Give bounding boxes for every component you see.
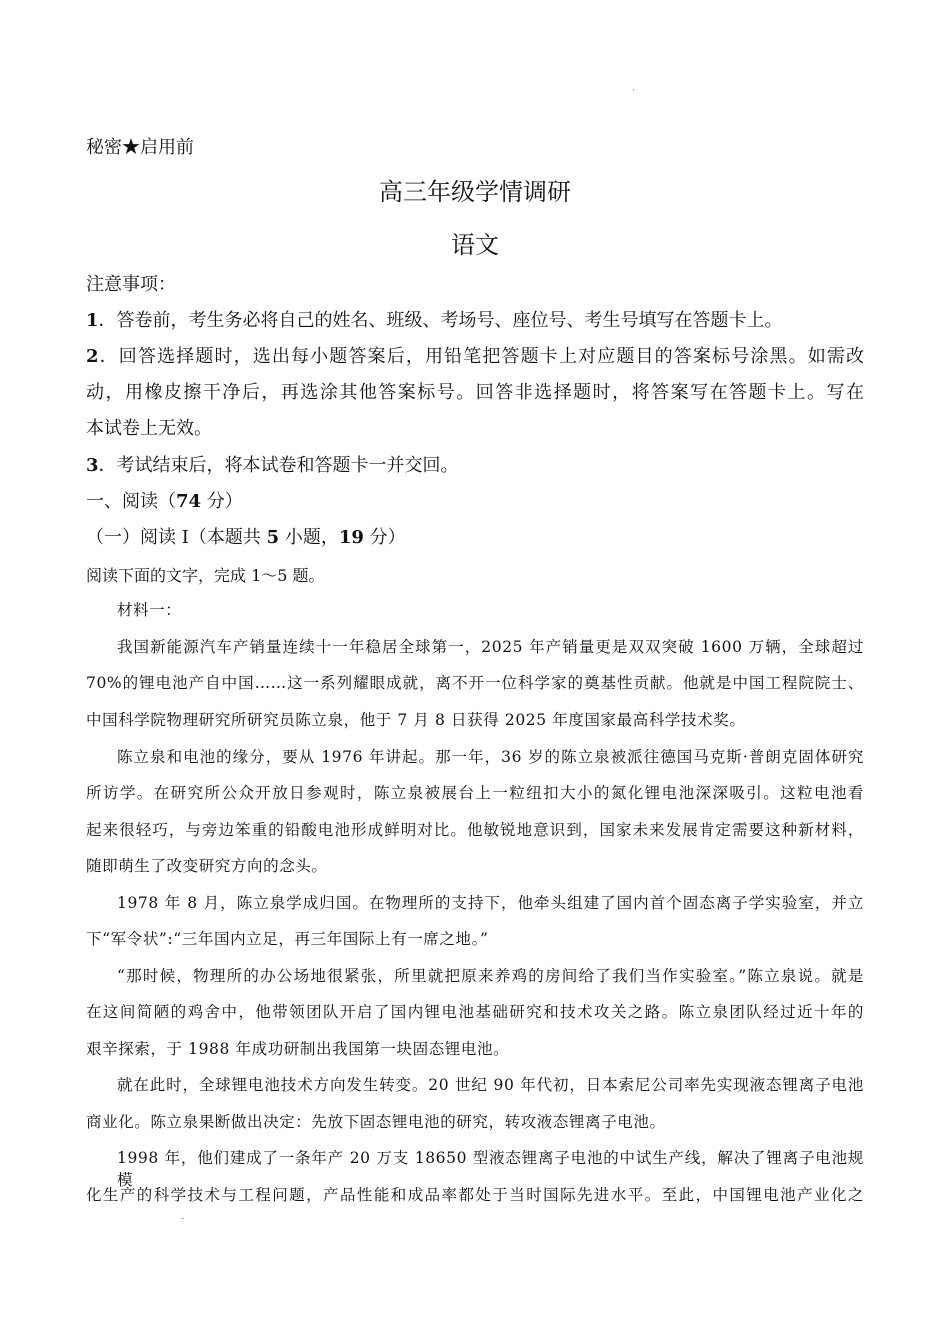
- subsection-title-text: （一）阅读 I（本题共: [86, 527, 267, 548]
- subsection-title: [86, 523, 864, 549]
- reading-instruction: 阅读下面的文字，完成 1～5 题。: [86, 566, 325, 585]
- material-line: 就在此时，全球锂电池技术方向发生转变。20 世纪 90 年代初，日本索尼公司率先实现液态锂离子电池: [117, 1076, 864, 1094]
- material-line: “那时候，物理所的办公场地很紧张，所里就把原来养鸡的房间给了我们当作实验室。”陈立泉说。就是: [117, 967, 864, 985]
- note-item-2-line-1: [86, 342, 864, 368]
- material-line: 我国新能源汽车产销量连续十一年稳居全球第一，2025 年产销量更是双双突破 1600 万辆，全球超过: [117, 638, 864, 656]
- material-line: 1978 年 8 月，陈立泉学成归国。在物理所的支持下，他牵头组建了国内首个固态离子学实验室，并立: [117, 894, 864, 912]
- note-item-2-line-3: 本试卷上无效。: [86, 418, 212, 439]
- subsection-score: 19: [338, 527, 364, 548]
- scan-dot-bottom: -: [181, 1214, 185, 1224]
- subsection-count: 5: [266, 527, 280, 548]
- material-line: 中国科学院物理研究所研究员陈立泉，他于 7 月 8 日获得 2025 年度国家最高科学技术奖。: [86, 711, 746, 729]
- material-line: 艰辛探索，于 1988 年成功研制出我国第一块固态锂电池。: [86, 1040, 510, 1058]
- section-title-text: 一、阅读（: [86, 491, 176, 512]
- material-line: 在这间简陋的鸡舍中，他带领团队开启了国内锂电池基础研究和技术攻关之路。陈立泉团队经过近十年的: [86, 1003, 864, 1021]
- material-line: 起来很轻巧，与旁边笨重的铅酸电池形成鲜明对比。他敏锐地意识到，国家未来发展肯定需要这种新材料，: [86, 821, 864, 839]
- note-item-3: [86, 451, 864, 477]
- notes-heading: 注意事项：: [86, 274, 176, 295]
- material-line: 化生产的科学技术与工程问题，产品性能和成品率都处于当时国际先进水平。至此，中国锂电池产业化之: [86, 1186, 864, 1204]
- note-item-1: [86, 306, 864, 332]
- material-line: 商业化。陈立泉果断做出决定：先放下固态锂电池的研究，转攻液态锂离子电池。: [86, 1113, 666, 1131]
- material-line: 陈立泉和电池的缘分，要从 1976 年讲起。那一年，36 岁的陈立泉被派往德国马克斯·普朗克固体研究: [117, 748, 864, 766]
- page-title: 高三年级学情调研: [379, 178, 571, 206]
- confidential-label: 秘密★启用前: [86, 137, 194, 158]
- note-item-2-text: ．回答选择题时，选出每小题答案后，用铅笔把答题卡上对应题目的答案标号涂黑。如需改: [98, 346, 864, 367]
- section-title-unit: 分）: [201, 491, 243, 512]
- note-item-3-number: 3: [86, 455, 99, 476]
- note-item-1-text: ．答卷前，考生务必将自己的姓名、班级、考场号、座位号、考生号填写在答题卡上。: [98, 310, 783, 331]
- note-item-2-line-2: 动，用橡皮擦干净后，再选涂其他答案标号。回答非选择题时，将答案写在答题卡上。写在: [86, 382, 864, 403]
- material-label: 材料一：: [117, 601, 182, 619]
- material-line: 下“军令状”:“三年国内立足，再三年国际上有一席之地。”: [86, 930, 489, 948]
- subsection-title-end: 分）: [363, 527, 406, 548]
- note-item-3-text: ．考试结束后，将本试卷和答题卡一并交回。: [98, 455, 459, 476]
- material-line: 随即萌生了改变研究方向的念头。: [86, 857, 328, 875]
- note-item-1-number: 1: [86, 310, 99, 331]
- material-line: 1998 年，他们建成了一条年产 20 万支 18650 型液态锂离子电池的中试生产线，解决了锂离子电池规模: [117, 1149, 864, 1189]
- material-line: 70%的锂电池产自中国……这一系列耀眼成就，离不开一位科学家的奠基性贡献。他就是中国工程院院士、: [86, 674, 864, 692]
- material-line: 所访学。在研究所公众开放日参观时，陈立泉被展台上一粒纽扣大小的氮化锂电池深深吸引。这粒电池看: [86, 784, 864, 802]
- section-title: [86, 487, 864, 513]
- scan-dot-top: ·: [632, 86, 635, 96]
- subsection-title-mid: 小题，: [279, 527, 339, 548]
- section-score: 74: [176, 491, 202, 512]
- subject-title: 语文: [451, 231, 499, 259]
- note-item-2-number: 2: [86, 346, 99, 367]
